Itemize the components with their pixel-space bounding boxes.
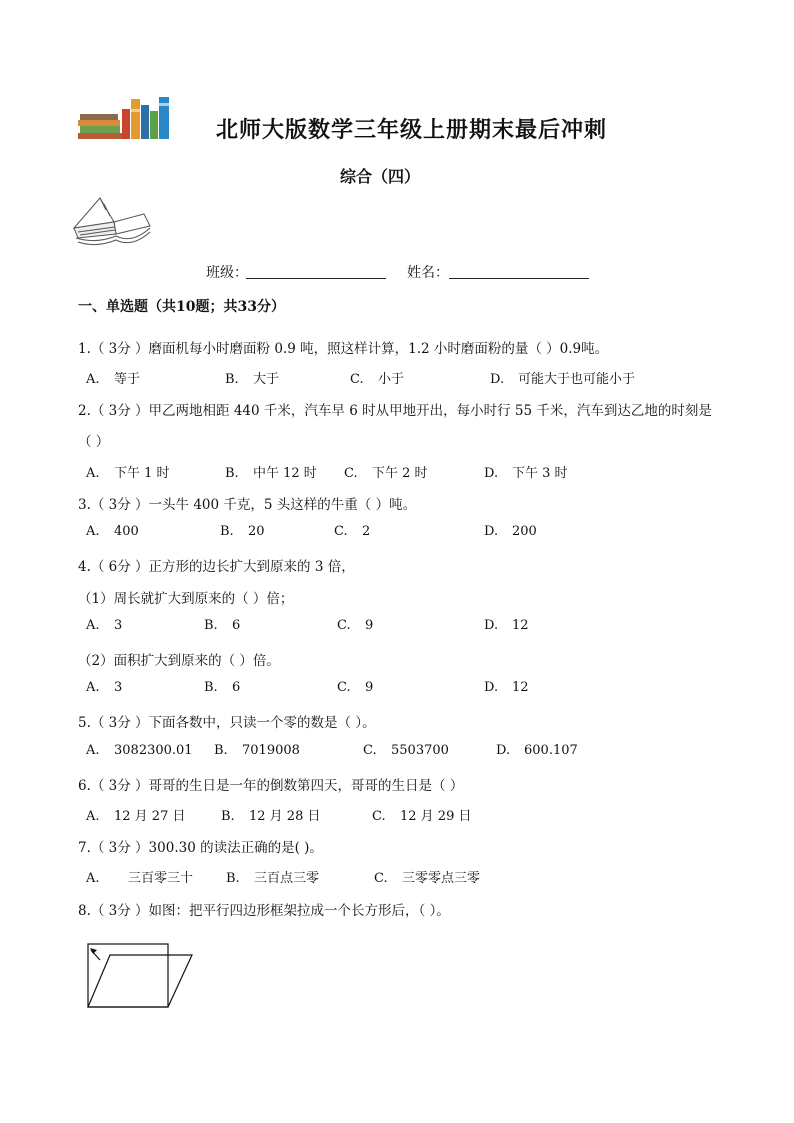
option-a[interactable]: A. 3 — [86, 680, 123, 695]
option-d[interactable]: D. 12 — [484, 618, 529, 633]
option-c[interactable]: C. 9 — [337, 680, 374, 695]
option-a[interactable]: A. 等于 — [86, 372, 141, 387]
option-b[interactable]: B. 三百点三零 — [226, 871, 320, 886]
option-d[interactable]: D. 可能大于也可能小于 — [490, 372, 636, 387]
option-d[interactable]: D. 600.107 — [496, 743, 578, 758]
option-a[interactable]: A. 3082300.01 — [86, 743, 193, 758]
open-book-icon — [70, 192, 152, 250]
option-d[interactable]: D. 200 — [484, 524, 537, 539]
question-8-text: 8.（ 3分 ）如图：把平行四边形框架拉成一个长方形后，（ ）。 — [78, 903, 450, 919]
option-d[interactable]: D. 12 — [484, 680, 529, 695]
name-label: 姓名： — [407, 265, 449, 281]
class-label: 班级： — [206, 265, 248, 281]
option-a[interactable]: A. 12 月 27 日 — [86, 809, 186, 824]
option-a[interactable]: A. 三百零三十 — [86, 871, 194, 886]
question-3-text: 3.（ 3分 ）一头牛 400 千克，5 头这样的牛重（ ）吨。 — [78, 497, 417, 513]
question-5-text: 5.（ 3分 ）下面各数中，只读一个零的数是（ ）。 — [78, 715, 376, 731]
option-c[interactable]: C. 12 月 29 日 — [372, 809, 472, 824]
question-4-text: 4.（ 6分 ）正方形的边长扩大到原来的 3 倍， — [78, 559, 355, 575]
option-c[interactable]: C. 小于 — [350, 372, 405, 387]
option-c[interactable]: C. 9 — [337, 618, 374, 633]
class-field[interactable] — [246, 262, 386, 279]
option-c[interactable]: C. 三零零点三零 — [374, 871, 481, 886]
question-4-sub2: （2）面积扩大到原来的（ ）倍。 — [78, 653, 280, 669]
question-7-text: 7.（ 3分 ）300.30 的读法正确的是( )。 — [78, 840, 323, 856]
option-b[interactable]: B. 12 月 28 日 — [221, 809, 321, 824]
option-b[interactable]: B. 6 — [204, 680, 241, 695]
option-c[interactable]: C. 2 — [334, 524, 371, 539]
question-2-blank: （ ） — [78, 434, 110, 450]
section-title: 一、单选题（共10题；共33分） — [78, 299, 285, 315]
question-6-text: 6.（ 3分 ）哥哥的生日是一年的倒数第四天，哥哥的生日是（ ） — [78, 778, 464, 794]
option-b[interactable]: B. 7019008 — [214, 743, 300, 758]
option-c[interactable]: C. 下午 2 时 — [344, 466, 428, 481]
option-d[interactable]: D. 下午 3 时 — [484, 466, 568, 481]
option-b[interactable]: B. 20 — [220, 524, 265, 539]
option-a[interactable]: A. 下午 1 时 — [86, 466, 170, 481]
question-4-sub1: （1）周长就扩大到原来的（ ）倍； — [78, 591, 294, 607]
question-1-text: 1.（ 3分 ）磨面机每小时磨面粉 0.9 吨，照这样计算，1.2 小时磨面粉的量（ ）0.9吨。 — [78, 341, 609, 357]
option-b[interactable]: B. 大于 — [225, 372, 280, 387]
books-stack-icon — [76, 95, 176, 143]
option-b[interactable]: B. 6 — [204, 618, 241, 633]
question-2-text: 2.（ 3分 ）甲乙两地相距 440 千米，汽车早 6 时从甲地开出，每小时行 55 千米，汽车到达乙地的时刻是 — [78, 403, 712, 419]
option-a[interactable]: A. 400 — [86, 524, 139, 539]
page-title: 北师大版数学三年级上册期末最后冲刺 — [216, 117, 608, 143]
rectangle-parallelogram-figure — [86, 942, 196, 1012]
page-subtitle: 综合（四） — [340, 167, 421, 186]
option-c[interactable]: C. 5503700 — [363, 743, 449, 758]
option-a[interactable]: A. 3 — [86, 618, 123, 633]
option-b[interactable]: B. 中午 12 时 — [225, 466, 317, 481]
name-field[interactable] — [449, 262, 589, 279]
